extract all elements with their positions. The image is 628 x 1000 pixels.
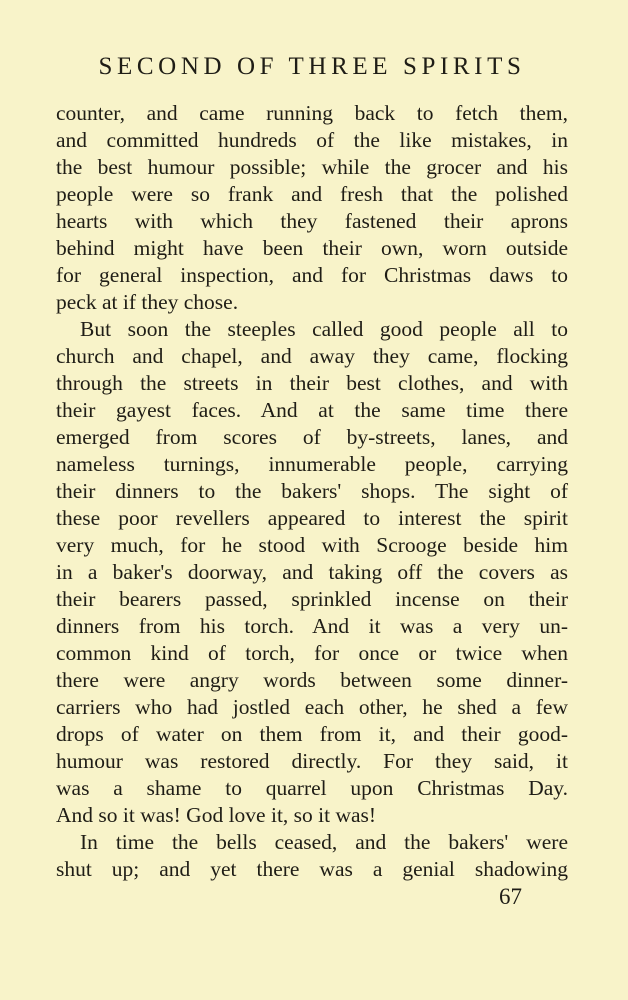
paragraph-first-line: In time the bells ceased, and the bakers' were xyxy=(80,830,568,854)
text-line: nameless turnings, innumerable people, carrying xyxy=(56,452,568,476)
text-line: people were so frank and fresh that the polished xyxy=(56,182,568,206)
text-line: shut up; and yet there was a genial shadowing xyxy=(56,857,568,881)
text-line: the best humour possible; while the grocer and his xyxy=(56,155,568,179)
text-line: hearts with which they fastened their aprons xyxy=(56,209,568,233)
text-line: common kind of torch, for once or twice when xyxy=(56,641,568,665)
text-line: behind might have been their own, worn outside xyxy=(56,236,568,260)
text-line: humour was restored directly. For they said, it xyxy=(56,749,568,773)
text-line: drops of water on them from it, and their good- xyxy=(56,722,568,746)
text-line: through the streets in their best clothes, and with xyxy=(56,371,568,395)
text-line: And so it was! God love it, so it was! xyxy=(56,803,377,827)
text-line: was a shame to quarrel upon Christmas Day. xyxy=(56,776,568,800)
text-line: their bearers passed, sprinkled incense on their xyxy=(56,587,568,611)
text-line: emerged from scores of by-streets, lanes, and xyxy=(56,425,568,449)
running-head: SECOND OF THREE SPIRITS xyxy=(98,53,526,80)
text-line: their dinners to the bakers' shops. The sight of xyxy=(56,479,568,503)
text-line: their gayest faces. And at the same time there xyxy=(56,398,568,422)
page-number: 67 xyxy=(499,884,522,909)
text-line: counter, and came running back to fetch them, xyxy=(56,101,568,125)
paragraph-first-line: But soon the steeples called good people all to xyxy=(80,317,568,341)
text-line: in a baker's doorway, and taking off the covers as xyxy=(56,560,568,584)
text-line: church and chapel, and away they came, flocking xyxy=(56,344,568,368)
text-line: dinners from his torch. And it was a very un- xyxy=(56,614,568,638)
text-line: very much, for he stood with Scrooge beside him xyxy=(56,533,568,557)
text-line: for general inspection, and for Christmas daws to xyxy=(56,263,568,287)
text-line: and committed hundreds of the like mistakes, in xyxy=(56,128,568,152)
text-line: peck at if they chose. xyxy=(56,290,239,314)
text-line: carriers who had jostled each other, he shed a few xyxy=(56,695,568,719)
text-line: there were angry words between some dinner- xyxy=(56,668,568,692)
text-line: these poor revellers appeared to interest the spirit xyxy=(56,506,568,530)
